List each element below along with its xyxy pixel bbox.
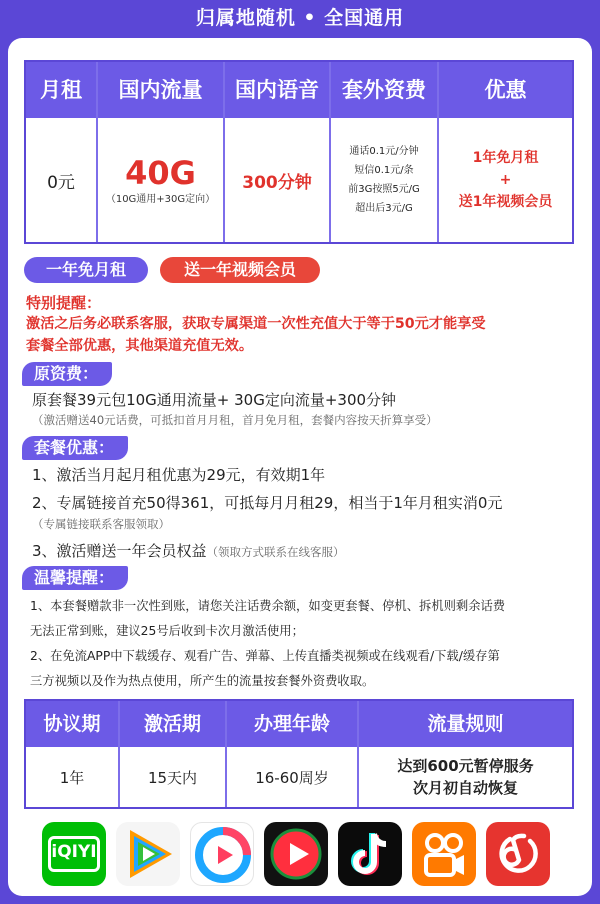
activation-value: 15天内 xyxy=(147,768,198,787)
rules-table xyxy=(24,699,574,809)
benefit-item: 1、激活当月起月租优惠为29元，有效期1年 xyxy=(32,466,326,484)
netease-music-icon[interactable] xyxy=(486,822,550,886)
rule-line: 次月初自动恢复 xyxy=(412,779,518,797)
iqiyi-icon[interactable] xyxy=(42,822,106,886)
app-icon-row xyxy=(0,822,600,886)
page-title: 归属地随机 • 全国通用 xyxy=(195,7,405,29)
cell-extra-fees xyxy=(331,118,437,242)
extra-fee-line: 短信0.1元/条 xyxy=(354,165,414,176)
plan-table xyxy=(24,60,574,244)
video-vip-pill: 送一年视频会员 xyxy=(160,257,320,283)
header-domestic-data: 国内流量 xyxy=(118,78,203,102)
rule-line: 达到600元暂停服务 xyxy=(397,757,534,775)
warm-tip-line: 2、在免流APP中下载缓存、观看广告、弹幕、上传直播类视频或在线观看/下载/缓存第 xyxy=(30,649,500,663)
header-term: 协议期 xyxy=(43,713,101,735)
age-value: 16-60周岁 xyxy=(255,768,329,787)
warm-tips-title: 温馨提醒： xyxy=(22,566,128,590)
cell-promo xyxy=(439,118,572,242)
header-monthly-fee: 月租 xyxy=(40,78,82,102)
cell-domestic-data xyxy=(98,118,223,242)
benefit-item-text: 3、激活赠送一年会员权益 xyxy=(32,542,207,560)
data-amount: 40G xyxy=(125,153,196,192)
youku-icon[interactable] xyxy=(190,822,254,886)
original-price-line: 原套餐39元包10G通用流量+ 30G定向流量+300分钟 xyxy=(32,391,397,409)
cell-term xyxy=(26,747,118,807)
benefit-note: （领取方式联系在线客服） xyxy=(206,545,345,559)
monthly-fee-value: 0元 xyxy=(47,172,75,193)
special-notice-line: 激活之后务必联系客服，获取专属渠道一次性充值大于等于50元才能享受 xyxy=(26,316,486,332)
warm-tip-line: 三方视频以及作为热点使用，所产生的流量按套餐外资费收取。 xyxy=(30,674,375,688)
promo-line: 1年免月租 xyxy=(472,150,539,166)
kuaishou-icon[interactable] xyxy=(412,822,476,886)
benefit-note: （专属链接联系客服领取） xyxy=(32,517,170,531)
cell-age xyxy=(227,747,357,807)
header-activation: 激活期 xyxy=(143,713,201,735)
extra-fee-line: 通话0.1元/分钟 xyxy=(349,146,419,157)
douyin-icon[interactable] xyxy=(338,822,402,886)
header-domestic-voice: 国内语音 xyxy=(235,78,319,102)
data-detail: （10G通用+30G定向） xyxy=(105,193,216,205)
header-extra-fees: 套外资费 xyxy=(342,78,426,102)
header-promo: 优惠 xyxy=(484,78,527,102)
benefits-title: 套餐优惠： xyxy=(22,436,128,460)
term-value: 1年 xyxy=(59,768,85,787)
watermelon-video-icon[interactable] xyxy=(264,822,328,886)
promo-plus: + xyxy=(499,172,512,188)
extra-fee-line: 前3G按照5元/G xyxy=(348,184,420,195)
cell-voice xyxy=(225,118,329,242)
iqiyi-logo-text: iQIYI xyxy=(51,842,97,862)
warm-tip-line: 无法正常到账，建议25号后收到卡次月激活使用； xyxy=(30,624,304,638)
special-notice-title: 特别提醒： xyxy=(26,294,102,312)
original-price-note: （激活赠送40元话费，可抵扣首月月租，首月免月租，套餐内容按天折算享受） xyxy=(32,413,438,427)
cell-monthly-fee xyxy=(26,118,96,242)
free-rent-pill: 一年免月租 xyxy=(24,257,148,283)
extra-fee-line: 超出后3元/G xyxy=(355,203,413,214)
cell-data-rule xyxy=(359,747,572,807)
tencent-video-icon[interactable] xyxy=(116,822,180,886)
cell-activation xyxy=(120,747,225,807)
voice-minutes: 300分钟 xyxy=(242,172,312,193)
benefit-item: 2、专属链接首充50得361，可抵每月月租29，相当于1年月租实消0元 xyxy=(32,494,503,512)
original-price-title: 原资费： xyxy=(22,362,112,386)
warm-tip-line: 1、本套餐赠款非一次性到账，请您关注话费余额，如变更套餐、停机、拆机则剩余话费 xyxy=(30,599,506,613)
header-data-rule: 流量规则 xyxy=(427,713,504,735)
header-age: 办理年龄 xyxy=(253,713,330,735)
special-notice-line: 套餐全部优惠，其他渠道充值无效。 xyxy=(26,338,254,354)
promo-line: 送1年视频会员 xyxy=(458,194,553,210)
benefit-item xyxy=(32,540,345,561)
